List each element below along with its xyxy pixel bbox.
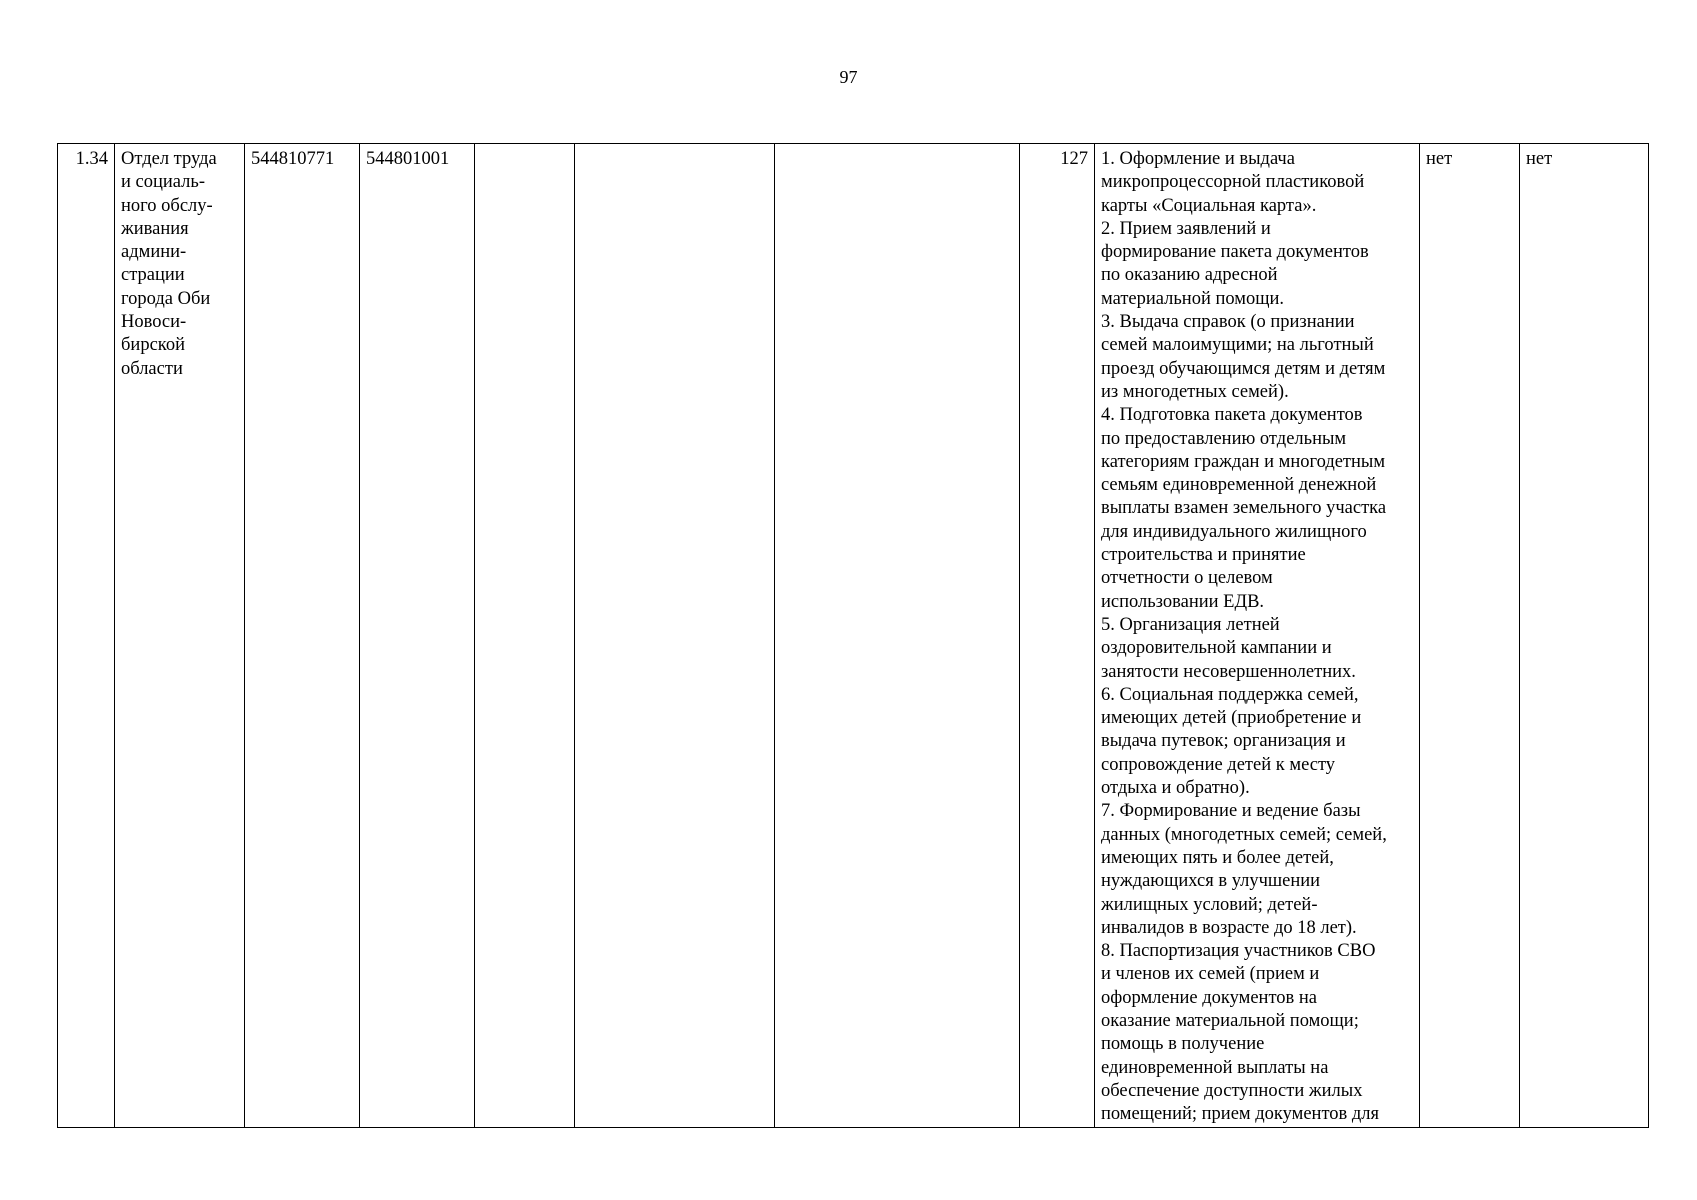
organization-name-line: админи- [121,242,187,263]
service-text-line: единовременной выплаты на [1101,1057,1329,1078]
services-cell [1095,144,1420,1128]
service-text-line: 1. Оформление и выдача [1101,149,1295,169]
service-text-line: использовании ЕДВ. [1101,591,1265,612]
organization-name-line: Отдел труда [121,149,217,169]
organization-name-line: страции [121,265,185,286]
organization-name-line: и социаль- [121,172,205,193]
service-text-line: отдыха и обратно). [1101,778,1250,799]
service-text-line: по предоставлению отдельным [1101,428,1347,449]
organization-name-line: города Оби [121,288,211,309]
table-row [58,144,1649,1128]
organization-name [121,148,238,381]
status-cell-11: нет [1520,144,1649,1128]
service-text-line: 7. Формирование и ведение базы [1101,801,1361,822]
service-text-line: строительства и принятие [1101,545,1306,566]
status-cell-10: нет [1420,144,1520,1128]
service-text-line: выплаты взамен земельного участка [1101,498,1387,519]
service-text-line: имеющих детей (приобретение и [1101,708,1362,729]
service-text-line: занятости несовершеннолетних. [1101,661,1356,682]
service-text-line: и членов их семей (прием и [1101,964,1320,985]
service-text-line: помощь в получение [1101,1034,1265,1055]
service-text-line: сопровождение детей к месту [1101,754,1336,775]
organization-name-cell [115,144,245,1128]
service-text-line: семьям единовременной денежной [1101,475,1377,496]
service-text-line: помещений; прием документов для [1101,1104,1380,1125]
service-text-line: формирование пакета документов [1101,242,1369,263]
service-text-line: инвалидов в возрасте до 18 лет). [1101,917,1357,938]
service-text-line: 5. Организация летней [1101,614,1280,635]
service-text-line: оформление документов на [1101,987,1318,1008]
service-text-line: 6. Социальная поддержка семей, [1101,684,1359,705]
registry-table [57,143,1649,1128]
service-text-line: по оказанию адресной [1101,265,1278,286]
organization-name-line: ного обслу- [121,195,213,216]
service-text-line: оздоровительной кампании и [1101,638,1332,659]
service-text-line: 2. Прием заявлений и [1101,218,1271,239]
service-text-line: обеспечение доступности жилых [1101,1080,1363,1101]
organization-name-line: области [121,358,183,379]
service-text-line: категориям граждан и многодетным [1101,451,1386,472]
service-text-line: семей малоимущими; на льготный [1101,335,1374,356]
service-text-line: имеющих пять и более детей, [1101,847,1334,868]
page-number: 97 [839,67,858,87]
service-text-line: материальной помощи. [1101,288,1285,309]
empty-cell-6 [575,144,775,1128]
service-text-line: нуждающихся в улучшении [1101,871,1321,892]
service-text-line: проезд обучающимся детям и детям [1101,358,1386,379]
organization-name-line: живания [121,218,189,239]
service-text-line: оказание материальной помощи; [1101,1010,1359,1031]
service-text-line: отчетности о целевом [1101,568,1273,589]
service-text-line: данных (многодетных семей; семей, [1101,824,1387,845]
count-cell: 127 [1020,144,1095,1128]
service-text-line: для индивидуального жилищного [1101,521,1367,542]
service-text-line: 8. Паспортизация участников СВО [1101,941,1376,962]
service-text-line: микропроцессорной пластиковой [1101,172,1365,193]
service-text-line: жилищных условий; детей- [1101,894,1318,915]
service-text-line: выдача путевок; организация и [1101,731,1346,752]
service-text-line: 4. Подготовка пакета документов [1101,405,1363,426]
service-text-line: карты «Социальная карта». [1101,195,1317,216]
empty-cell-5 [475,144,575,1128]
service-text-line: из многодетных семей). [1101,381,1289,402]
organization-name-line: бирской [121,335,185,356]
organization-name-line: Новоси- [121,312,187,333]
service-text-line: 3. Выдача справок (о признании [1101,312,1355,333]
kpp-cell: 544801001 [360,144,475,1128]
row-index-cell: 1.34 [58,144,115,1128]
services-list [1101,148,1413,1126]
empty-cell-7 [775,144,1020,1128]
inn-cell: 544810771 [245,144,360,1128]
